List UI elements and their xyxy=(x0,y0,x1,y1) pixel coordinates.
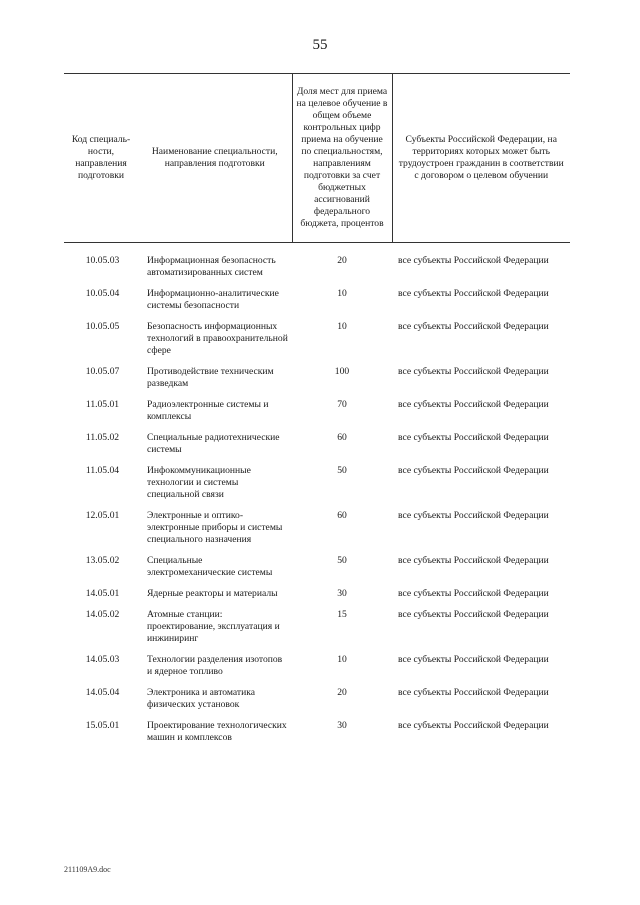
cell-name: Информационная безопасность автоматизированных систем xyxy=(147,255,276,278)
cell-code: 11.05.01 xyxy=(85,399,120,410)
header-code: Код специаль-ности, направления подготовки xyxy=(64,74,138,243)
cell-regions: все субъекты Российской Федерации xyxy=(398,255,549,266)
cell-regions: все субъекты Российской Федерации xyxy=(398,720,549,731)
cell-share: 30 xyxy=(337,588,347,599)
cell-code: 14.05.03 xyxy=(85,654,120,665)
header-name: Наименование специальности, направления подготовки xyxy=(138,74,292,243)
cell-code: 14.05.04 xyxy=(85,687,120,698)
cell-regions: все субъекты Российской Федерации xyxy=(398,321,549,332)
cell-regions: все субъекты Российской Федерации xyxy=(398,432,549,443)
cell-code: 10.05.03 xyxy=(85,255,120,266)
table-row xyxy=(64,399,570,432)
cell-regions: все субъекты Российской Федерации xyxy=(398,555,549,566)
cell-code: 10.05.05 xyxy=(85,321,120,332)
header-share: Доля мест для приема на целевое обучение в общем объеме контрольных цифр приема на обучение по специальностям, направлениям подготовки за счет бюджетных ассигнований федерального бюджета, процентов xyxy=(292,74,392,243)
table-header-row xyxy=(64,74,570,243)
cell-share: 10 xyxy=(337,288,347,299)
cell-share: 60 xyxy=(337,510,347,521)
cell-code: 15.05.01 xyxy=(85,720,120,731)
table-row xyxy=(64,609,570,654)
table-row xyxy=(64,321,570,366)
cell-share: 50 xyxy=(337,465,347,476)
target-admission-table xyxy=(64,73,570,753)
footer-filename: 211109A9.doc xyxy=(64,865,111,874)
table-row xyxy=(64,654,570,687)
cell-regions: все субъекты Российской Федерации xyxy=(398,288,549,299)
cell-name: Ядерные реакторы и материалы xyxy=(147,588,278,599)
table-row xyxy=(64,720,570,753)
cell-share: 20 xyxy=(337,687,347,698)
cell-share: 10 xyxy=(337,654,347,665)
cell-name: Радиоэлектронные системы и комплексы xyxy=(147,399,269,422)
cell-name: Проектирование технологических машин и комплексов xyxy=(147,720,287,743)
cell-regions: все субъекты Российской Федерации xyxy=(398,510,549,521)
cell-code: 12.05.01 xyxy=(85,510,120,521)
cell-regions: все субъекты Российской Федерации xyxy=(398,465,549,476)
cell-regions: все субъекты Российской Федерации xyxy=(398,399,549,410)
cell-share: 100 xyxy=(334,366,350,377)
cell-regions: все субъекты Российской Федерации xyxy=(398,654,549,665)
cell-code: 11.05.04 xyxy=(85,465,120,476)
table-row xyxy=(64,687,570,720)
cell-share: 70 xyxy=(337,399,347,410)
table-row xyxy=(64,432,570,465)
table-spacer xyxy=(64,243,570,256)
cell-share: 60 xyxy=(337,432,347,443)
cell-code: 10.05.07 xyxy=(85,366,120,377)
table-body xyxy=(64,243,570,754)
cell-share: 30 xyxy=(337,720,347,731)
cell-regions: все субъекты Российской Федерации xyxy=(398,366,549,377)
cell-name: Специальные радиотехнические системы xyxy=(147,432,280,455)
cell-code: 10.05.04 xyxy=(85,288,120,299)
table-row xyxy=(64,366,570,399)
cell-name: Специальные электромеханические системы xyxy=(147,555,273,578)
table-row xyxy=(64,255,570,288)
table-row xyxy=(64,588,570,609)
cell-name: Электронные и оптико-электронные приборы и системы специального назначения xyxy=(147,510,283,545)
cell-name: Информационно-аналитические системы безопасности xyxy=(147,288,279,311)
cell-share: 20 xyxy=(337,255,347,266)
cell-name: Безопасность информационных технологий в правоохранительной сфере xyxy=(147,321,288,356)
table-row xyxy=(64,465,570,510)
header-regions: Субъекты Российской Федерации, на территориях которых может быть трудоустроен гражданин в соответствии с договором о целевом обучении xyxy=(392,74,570,243)
cell-code: 14.05.01 xyxy=(85,588,120,599)
cell-name: Электроника и автоматика физических установок xyxy=(147,687,256,710)
page-number: 55 xyxy=(312,37,328,53)
cell-code: 11.05.02 xyxy=(85,432,120,443)
table-row xyxy=(64,510,570,555)
cell-share: 50 xyxy=(337,555,347,566)
cell-code: 14.05.02 xyxy=(85,609,120,620)
cell-code: 13.05.02 xyxy=(85,555,120,566)
cell-regions: все субъекты Российской Федерации xyxy=(398,687,549,698)
table-row xyxy=(64,555,570,588)
cell-name: Технологии разделения изотопов и ядерное топливо xyxy=(147,654,283,677)
cell-name: Инфокоммуникационные технологии и системы специальной связи xyxy=(147,465,251,500)
cell-share: 15 xyxy=(337,609,347,620)
table-row xyxy=(64,288,570,321)
cell-name: Противодействие техническим разведкам xyxy=(147,366,274,389)
cell-regions: все субъекты Российской Федерации xyxy=(398,588,549,599)
cell-regions: все субъекты Российской Федерации xyxy=(398,609,549,620)
cell-name: Атомные станции: проектирование, эксплуатация и инжиниринг xyxy=(147,609,280,644)
cell-share: 10 xyxy=(337,321,347,332)
